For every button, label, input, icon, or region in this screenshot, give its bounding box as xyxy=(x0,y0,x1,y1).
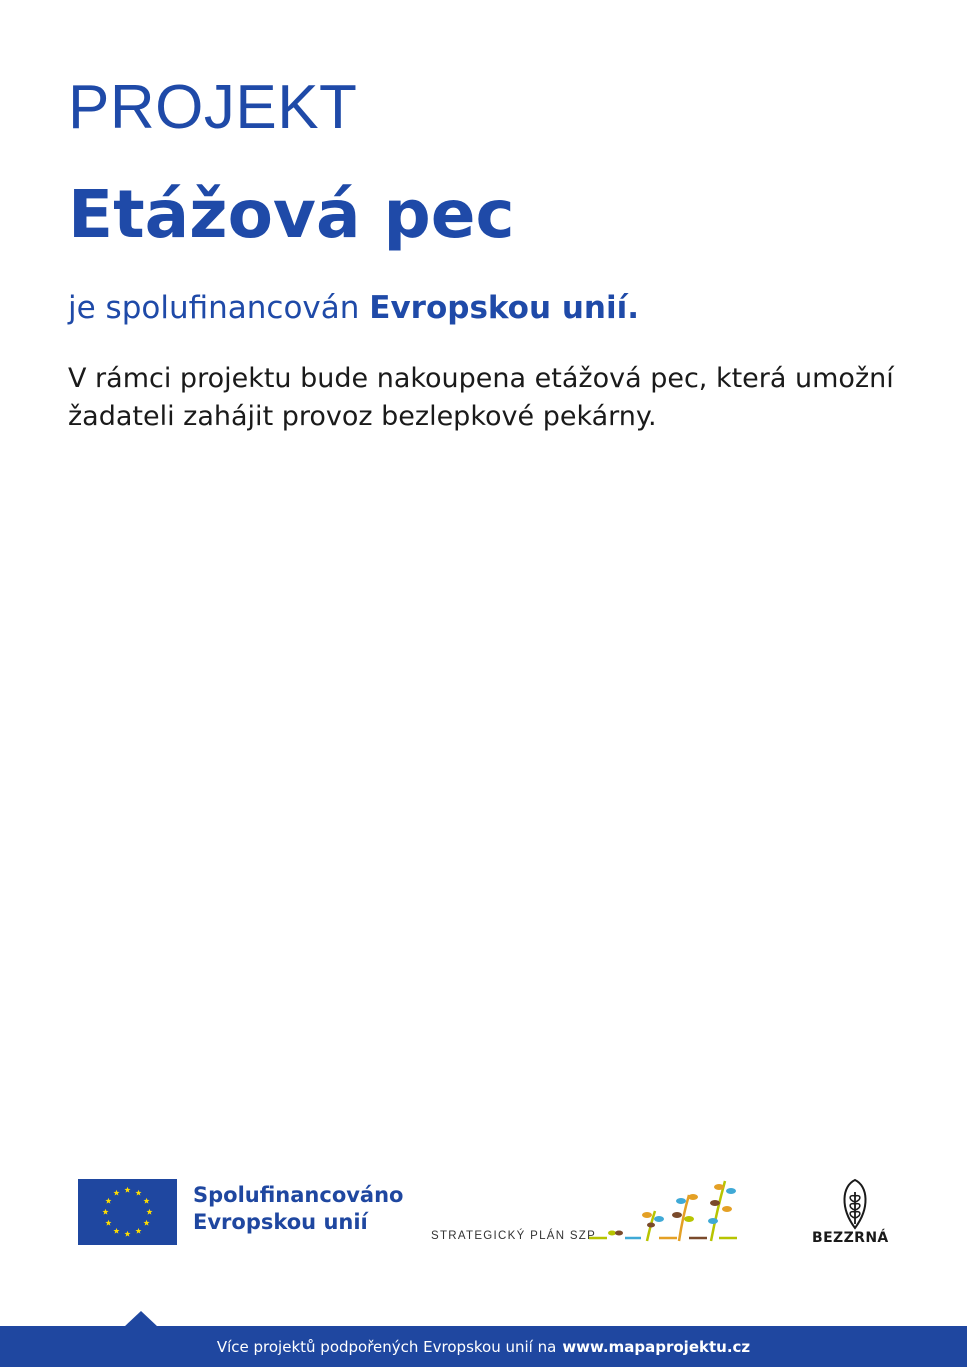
project-description xyxy=(68,360,898,436)
eu-star xyxy=(144,1198,150,1204)
subtitle-eu: Evropskou unií. xyxy=(369,290,640,326)
eu-text-line-1: Spolufinancováno xyxy=(193,1183,404,1207)
project-title: Etážová pec xyxy=(68,176,515,253)
cofinanced-subtitle xyxy=(68,290,639,326)
eu-star xyxy=(144,1220,150,1226)
footer-text: Více projektů podpořených Evropskou unií na xyxy=(216,1337,557,1356)
bezzrna-label: BEZZRNÁ xyxy=(812,1230,889,1246)
eu-star xyxy=(105,1198,111,1204)
eu-flag-icon xyxy=(78,1179,177,1245)
subtitle-prefix: je spolufinancován xyxy=(68,290,360,326)
eyebrow-label: PROJEKT xyxy=(68,73,358,142)
description-line-2: žadateli zahájit provoz bezlepkové pekárny. xyxy=(68,401,657,432)
eu-star xyxy=(146,1209,152,1215)
eu-star xyxy=(113,1228,119,1234)
eu-star xyxy=(135,1228,141,1234)
wheat-icon xyxy=(836,1178,874,1232)
szp-label: STRATEGICKÝ PLÁN SZP xyxy=(431,1230,597,1242)
eu-text-line-2: Evropskou unií xyxy=(193,1210,368,1234)
eu-star xyxy=(113,1190,119,1196)
eu-star xyxy=(124,1187,130,1193)
szp-plants-icon xyxy=(585,1175,750,1247)
eu-star xyxy=(124,1231,130,1237)
footer-notch xyxy=(124,1311,158,1327)
description-line-1: V rámci projektu bude nakoupena etážová pec, která umožní xyxy=(68,363,894,394)
footer-bar xyxy=(0,1326,967,1367)
eu-star xyxy=(105,1220,111,1226)
footer-url-link[interactable]: www.mapaprojektu.cz xyxy=(562,1337,751,1356)
eu-cofinanced-logo-text xyxy=(193,1182,403,1236)
eu-star xyxy=(102,1209,108,1215)
eu-star xyxy=(135,1190,141,1196)
